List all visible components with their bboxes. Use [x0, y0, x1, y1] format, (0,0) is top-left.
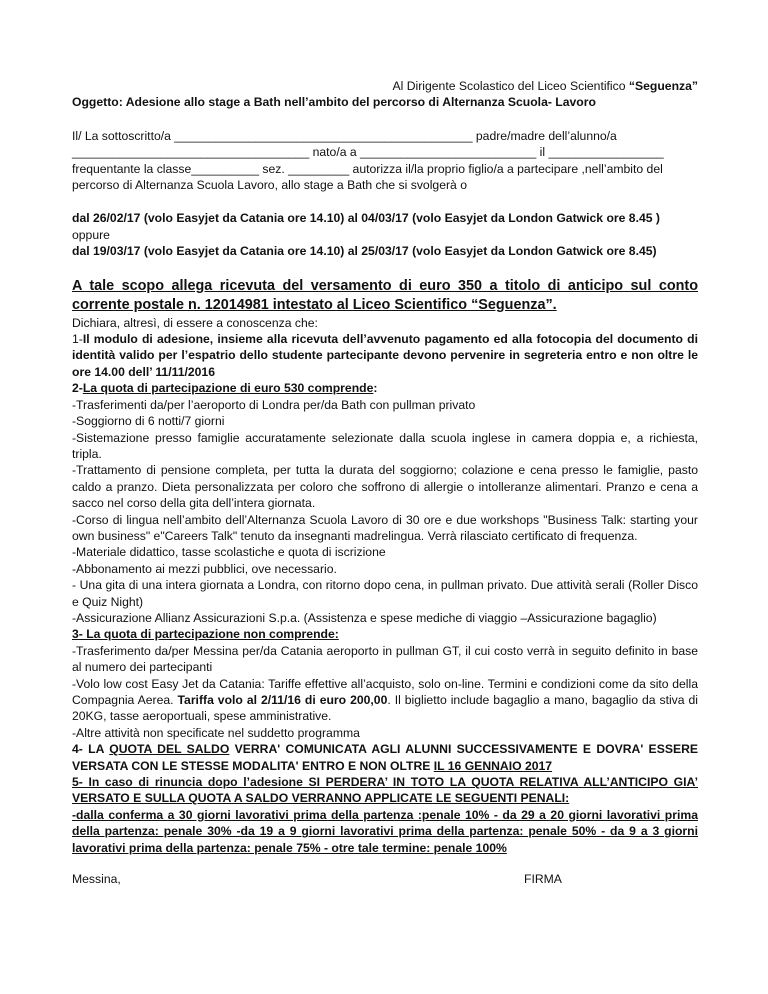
document-body [72, 78, 698, 856]
place-label: Messina, [72, 872, 121, 886]
point-1 [72, 331, 698, 380]
point-4-prefix: 4- LA [72, 742, 110, 757]
declaration: Dichiara, altresì, di essere a conoscenza che: [72, 315, 318, 330]
point-3-item-2 [72, 676, 698, 725]
point-3-item-2-tail: . Il biglietto include bagaglio a mano, bagaglio da stiva di 20KG, tasse aeroportuali, spese amministrative. [72, 693, 698, 724]
date-option-2: dal 19/03/17 (volo Easyjet da Catania ore 14.10) al 25/03/17 (volo Easyjet da London Gatwick ore 8.45) [72, 244, 657, 259]
point-2-item: -Trattamento di pensione completa, per tutta la durata del soggiorno; colazione e cena presso le famiglie, pasto caldo a pranzo. Dieta personalizzata per coloro che soffrono di allergie o intolleranze alimentari. Pranzo e cena a sacco nel corso della gita dell’intera giornata. [72, 463, 698, 511]
recipient-line [72, 78, 698, 94]
point-2-item: -Trasferimenti da/per l’aeroporto di Londra per/da Bath con pullman privato [72, 397, 476, 412]
signature-footer [72, 872, 698, 886]
point-3-heading: 3- La quota di partecipazione non comprende: [72, 627, 339, 642]
deposit-statement: A tale scopo allega ricevuta del versamento di euro 350 a titolo di anticipo sul conto corrente postale n. 12014981 intestato al Liceo Scientifico “Seguenza”. [72, 277, 698, 313]
point-2-item: - Una gita di una intera giornata a Londra, con ritorno dopo cena, in pullman privato. Due attività serali (Roller Disco e Quiz Night) [72, 578, 698, 609]
point-2-heading [72, 380, 698, 396]
school-name: “Seguenza” [628, 79, 698, 93]
point-2-item: -Materiale didattico, tasse scolastiche e quota di iscrizione [72, 545, 386, 560]
point-3-item-3: -Altre attività non specificate nel suddetto programma [72, 725, 360, 740]
point-5-heading: 5- In caso di rinuncia dopo l’adesione SI PERDERA’ IN TOTO LA QUOTA RELATIVA ALL’ANTICIPO GIA’ VERSATO E SULLA QUOTA A SALDO VERRANNO APPLICATE LE SEGUENTI PENALI: [72, 775, 698, 806]
point-1-text: Il modulo di adesione, insieme alla ricevuta dell’avvenuto pagamento ed alla fotocopia del documento di identità valido per l’espatrio dello studente partecipante devono pervenire in segreteria entro e non oltre le ore 14.00 dell’ 11/11/2016 [72, 332, 698, 379]
subject-line: Oggetto: Adesione allo stage a Bath nell’ambito del percorso di Alternanza Scuola- Lavoro [72, 95, 596, 110]
intro-line-3: frequentante la classe__________ sez. _________ autorizza il/la proprio figlio/a a partecipare ,nell’ambito del [72, 161, 663, 176]
point-1-number: 1- [72, 332, 83, 347]
intro-line-4: percorso di Alternanza Scuola Lavoro, allo stage a Bath che si svolgerà o [72, 178, 467, 193]
recipient-prefix: Al Dirigente Scolastico del Liceo Scientifico [392, 79, 629, 93]
point-2-heading-text: La quota di partecipazione di euro 530 comprende [82, 381, 374, 396]
date-option-1: dal 26/02/17 (volo Easyjet da Catania ore 14.10) al 04/03/17 (volo Easyjet da London Gatwick ore 8.45 ) [72, 211, 660, 226]
intro-line-1: Il/ La sottoscritto/a ____________________________________________ padre/madre dell’alunno/a [72, 128, 617, 143]
point-2-item: -Soggiorno di 6 notti/7 giorni [72, 414, 225, 429]
signature-label: FIRMA [524, 872, 562, 886]
point-2-item: -Corso di lingua nell’ambito dell’Alternanza Scuola Lavoro di 30 ore e due workshops "Business Talk: starting your own business" e"Careers Talk" tenuto da insegnanti madrelingua. Verrà rilasciato certificato di frequenza. [72, 512, 698, 543]
point-2-item: -Sistemazione presso famiglie accuratamente selezionate dalla scuola inglese in camera doppia e, a richiesta, tripla. [72, 430, 698, 461]
date-oppure: oppure [72, 227, 110, 242]
flight-fare: Tariffa volo al 2/11/16 di euro 200,00 [177, 693, 388, 707]
point-2-item: -Abbonamento ai mezzi pubblici, ove necessario. [72, 561, 337, 576]
intro-line-2: ___________________________________ nato/a a __________________________ il _________________ [72, 145, 664, 160]
point-2-item: -Assicurazione Allianz Assicurazioni S.p.a. (Assistenza e spese mediche di viaggio –Assicurazione bagaglio) [72, 610, 657, 625]
point-3-item-1: -Trasferimento da/per Messina per/da Catania aeroporto in pullman GT, il cui costo verrà in seguito definito in base al numero dei partecipanti [72, 643, 698, 675]
point-2-colon: : [373, 381, 378, 396]
balance-quota-label: QUOTA DEL SALDO [109, 742, 230, 757]
point-4 [72, 741, 698, 774]
point-2-number: 2- [72, 381, 83, 396]
balance-deadline: IL 16 GENNAIO 2017 [433, 758, 553, 773]
penalties: -dalla conferma a 30 giorni lavorativi prima della partenza :penale 10% - da 29 a 20 giorni lavorativi prima della partenza: penale 30% -da 19 a 9 giorni lavorativi prima della partenza: penale 50% - da 9 a 3 giorni lavorativi prima della partenza: penale 75% - otre tale termine: penale 100% [72, 807, 698, 855]
point-3-item-2-text: -Volo low cost Easy Jet da Catania: Tariffe effettive all’acquisto, solo on-line. Termini e condizioni come da sito della Compagnia Aerea. [72, 676, 698, 707]
point-4-text: VERRA' COMUNICATA AGLI ALUNNI SUCCESSIVAMENTE E DOVRA' ESSERE VERSATA CON LE STESSE MODALITA' ENTRO E NON OLTRE [72, 742, 699, 773]
